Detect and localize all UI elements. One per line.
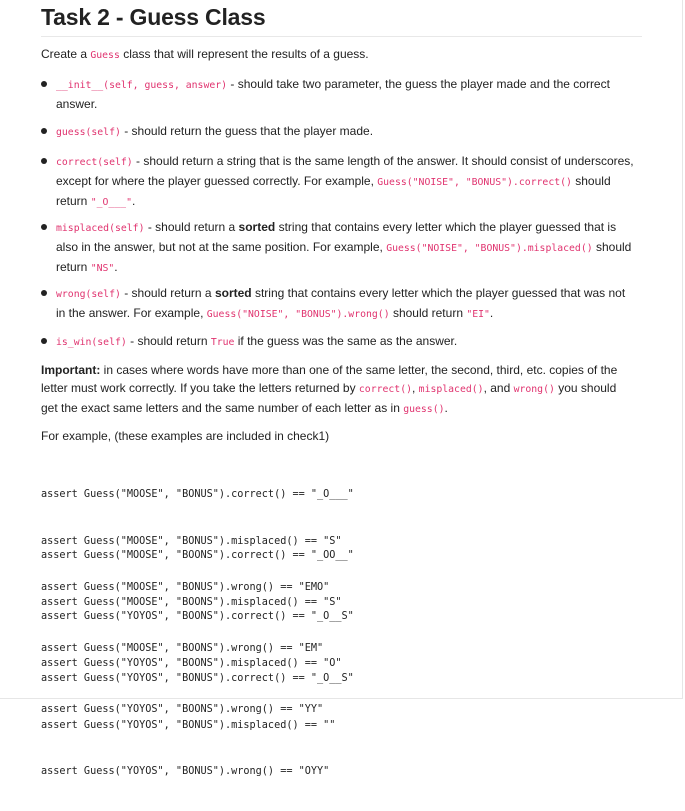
method-code: guess(self): [56, 127, 121, 138]
item-text: .: [131, 194, 136, 208]
item-text: answer.: [56, 97, 98, 111]
bullet-icon: [41, 224, 47, 230]
code-line: assert Guess("MOOSE", "BONUS").misplaced() == "S": [41, 535, 342, 547]
code-block: [41, 640, 641, 811]
code-line: assert Guess("MOOSE", "BONUS").correct() == "_O___": [41, 489, 354, 500]
item-text: string that contains every letter which the player guessed that was not: [251, 286, 626, 300]
item-text: .: [114, 260, 118, 274]
item-text: also in the answer, but not at the same position. For example,: [56, 240, 387, 254]
method-code: misplaced(self): [56, 223, 145, 234]
item-text: in the answer. For example,: [56, 306, 207, 320]
inline-code: "NS": [90, 263, 115, 274]
intro-paragraph: [41, 45, 651, 65]
code-line: assert Guess("MOOSE", "BOONS").wrong() == "EM": [41, 643, 324, 654]
paragraph-text: letter must work correctly. If you take the letters returned by: [41, 381, 359, 395]
emphasis-text: sorted: [214, 286, 252, 300]
code-line: assert Guess("MOOSE", "BOONS").misplaced() == "S": [41, 596, 342, 608]
code-line: assert Guess("MOOSE", "BONUS").wrong() == "EMO": [41, 582, 330, 593]
item-text: if the guess was the same as the answer.: [234, 334, 458, 348]
paragraph-text: in cases where words have more than one of the same letter, the second, third, etc. copies of the: [100, 363, 618, 377]
code-line: assert Guess("YOYOS", "BOONS").correct() == "_O__S": [41, 611, 354, 622]
bullet-icon: [41, 158, 47, 164]
code-line: assert Guess("YOYOS", "BONUS").wrong() == "OYY": [41, 766, 330, 777]
item-text: return: [56, 194, 91, 208]
code-line: assert Guess("YOYOS", "BOONS").misplaced() == "O": [41, 657, 342, 669]
item-text: - should return: [126, 334, 211, 348]
important-paragraph: [41, 361, 661, 419]
bullet-icon: [41, 128, 47, 134]
bullet-icon: [41, 338, 47, 344]
inline-code: correct(): [358, 384, 412, 395]
inline-code: wrong(): [513, 384, 555, 395]
item-text: - should take two parameter, the guess the player made and the correct: [227, 77, 610, 91]
intro-text: Create a: [41, 47, 91, 61]
page-title: Task 2 - Guess Class: [41, 4, 266, 30]
inline-code: Guess: [90, 50, 120, 61]
method-code: is_win(self): [56, 337, 127, 348]
item-text: except for where the player guessed correctly. For example,: [56, 174, 378, 188]
code-line: assert Guess("YOYOS", "BONUS").misplaced() == "": [41, 719, 336, 731]
inline-code: guess(): [403, 404, 445, 415]
paragraph-text: , and: [483, 381, 514, 395]
inline-code: Guess("NOISE", "BONUS").wrong(): [206, 309, 390, 320]
intro-text: class that will represent the results of a guess.: [119, 47, 369, 61]
item-text: should: [571, 174, 611, 188]
method-code: __init__(self, guess, answer): [56, 80, 228, 91]
item-text: should: [592, 240, 632, 254]
code-line: assert Guess("YOYOS", "BONUS").correct() == "_O__S": [41, 673, 354, 684]
bullet-icon: [41, 81, 47, 87]
code-line: assert Guess("MOOSE", "BOONS").correct() == "_OO__": [41, 550, 354, 561]
code-line: assert Guess("YOYOS", "BOONS").wrong() == "YY": [41, 704, 324, 715]
method-code: correct(self): [56, 157, 133, 168]
item-text: return: [56, 260, 91, 274]
paragraph-text: .: [444, 401, 448, 415]
inline-code: "_O___": [90, 197, 132, 208]
item-text: - should return a: [144, 220, 239, 234]
item-text: - should return a: [120, 286, 215, 300]
example-intro: For example, (these examples are included in check1): [41, 429, 330, 443]
bullet-icon: [41, 290, 47, 296]
paragraph-text: ,: [412, 381, 419, 395]
paragraph-text: you should: [554, 381, 617, 395]
inline-code: "EI": [466, 309, 490, 320]
inline-code: True: [210, 337, 235, 348]
paragraph-text: get the exact same letters and the same number of each letter as in: [41, 401, 404, 415]
item-text: - should return a string that is the same length of the answer. It should consist of underscores,: [132, 154, 634, 168]
important-label: Important:: [41, 363, 101, 377]
title-divider: [41, 36, 642, 37]
item-text: - should return the guess that the player made.: [120, 124, 374, 138]
inline-code: misplaced(): [418, 384, 484, 395]
item-text: .: [489, 306, 494, 320]
item-text: string that contains every letter which the player guessed that is: [275, 220, 617, 234]
inline-code: Guess("NOISE", "BONUS").correct(): [377, 177, 572, 188]
inline-code: Guess("NOISE", "BONUS").misplaced(): [386, 243, 593, 254]
method-code: wrong(self): [56, 289, 121, 300]
emphasis-text: sorted: [238, 220, 276, 234]
item-text: should return: [389, 306, 467, 320]
